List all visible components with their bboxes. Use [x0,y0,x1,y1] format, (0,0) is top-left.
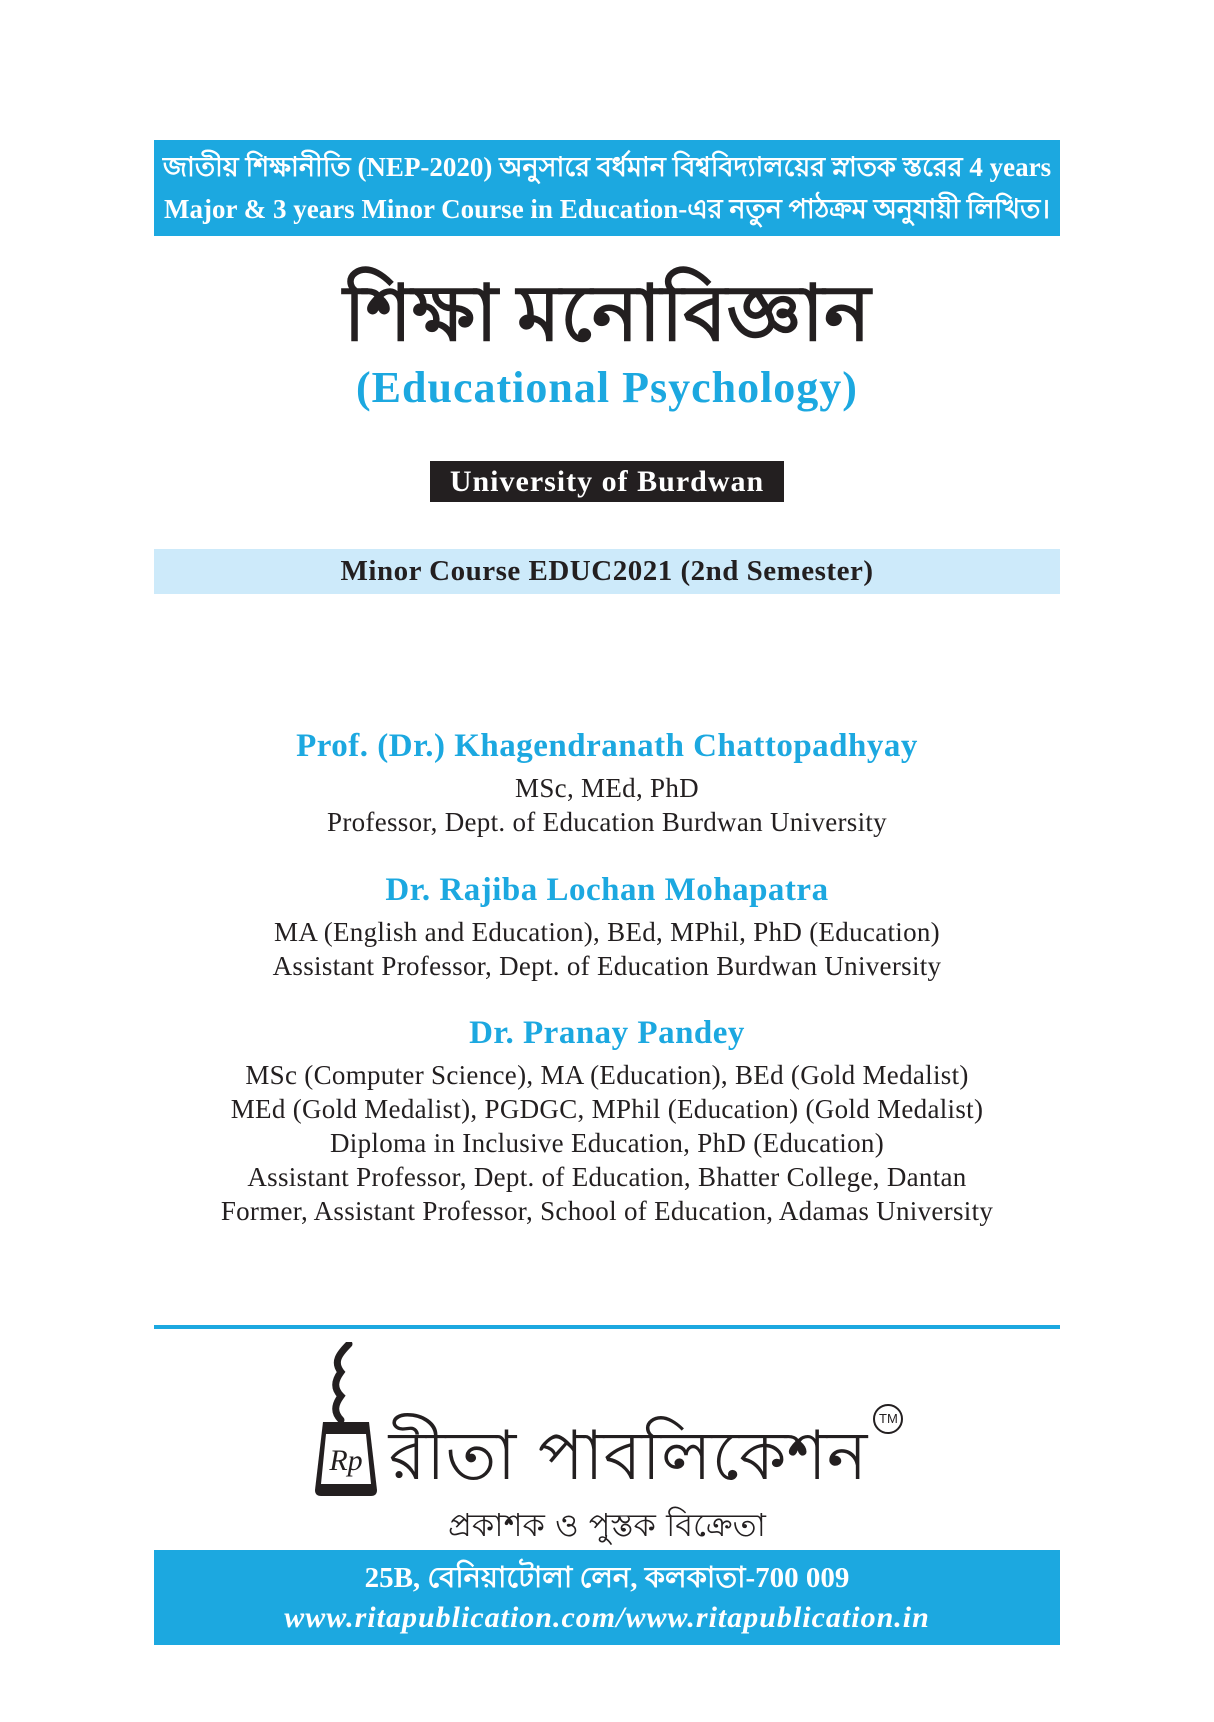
book-title: শিক্ষা মনোবিজ্ঞান [343,270,871,357]
author-name: Dr. Rajiba Lochan Mohapatra [385,872,829,908]
header-line-1: জাতীয় শিক্ষানীতি (NEP-2020) অনুসারে বর্ধমান বিশ্ববিদ্যালয়ের স্নাতক স্তরের 4 years [162,152,1052,182]
header-band [154,140,1060,236]
author-credential: MA (English and Education), BEd, MPhil, PhD (Education) [274,917,940,947]
author-3 [0,1014,1214,1228]
author-2 [0,871,1214,983]
author-credential: MSc, MEd, PhD [515,773,699,803]
publisher-address: 25B, বেনিয়াটোলা লেন, কলকাতা-700 009 [364,1562,850,1594]
divider [154,1325,1060,1329]
author-credential: MSc (Computer Science), MA (Education), BEd (Gold Medalist) [245,1060,969,1090]
author-credential: Assistant Professor, Dept. of Education, Bhatter College, Dantan [247,1162,967,1192]
course-band: Minor Course EDUC2021 (2nd Semester) [154,549,1060,594]
university-label: University of Burdwan [430,461,784,502]
svg-text:Rp: Rp [328,1444,363,1477]
author-credential: Assistant Professor, Dept. of Education Burdwan University [272,951,942,981]
author-name: Prof. (Dr.) Khagendranath Chattopadhyay [296,728,918,764]
publisher-websites[interactable]: www.ritapublication.com/www.ritapublication.in [284,1601,930,1634]
book-subtitle: (Educational Psychology) [356,363,858,412]
author-1 [0,727,1214,839]
publisher-name: রীতা পাবলিকেশন [388,1417,868,1496]
publisher-brand [0,1342,1214,1497]
publisher-tagline: প্রকাশক ও পুস্তক বিক্রেতা [448,1506,766,1544]
address-band [154,1550,1060,1645]
header-line-2: Major & 3 years Minor Course in Education-এর নতুন পাঠক্রম অনুযায়ী লিখিত। [164,194,1050,224]
author-credential: Professor, Dept. of Education Burdwan University [327,807,887,837]
author-credential: Former, Assistant Professor, School of Education, Adamas University [220,1196,994,1226]
publisher-logo-icon [311,1342,381,1497]
author-name: Dr. Pranay Pandey [469,1015,745,1051]
trademark-mark: TM [873,1404,903,1434]
author-credential: MEd (Gold Medalist), PGDGC, MPhil (Education) (Gold Medalist) [230,1094,984,1124]
author-credential: Diploma in Inclusive Education, PhD (Education) [330,1128,884,1158]
